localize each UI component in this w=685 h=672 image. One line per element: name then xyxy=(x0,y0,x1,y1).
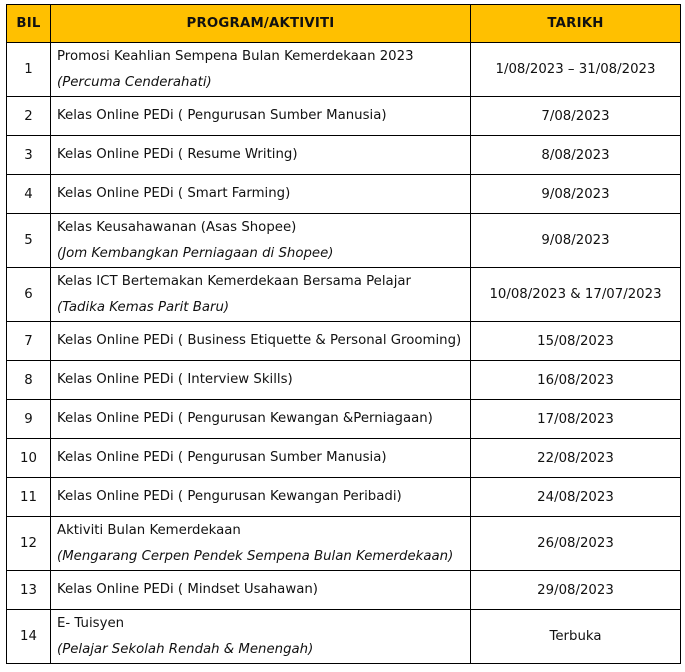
row-number: 2 xyxy=(7,97,51,136)
header-date: TARIKH xyxy=(471,5,681,43)
program-cell xyxy=(51,439,471,478)
program-cell xyxy=(51,268,471,322)
program-note: (Tadika Kemas Parit Baru) xyxy=(57,299,230,315)
program-name: Kelas Online PEDi ( Business Etiquette & Personal Grooming) xyxy=(57,333,462,348)
table-row xyxy=(7,361,681,400)
row-number: 1 xyxy=(7,43,51,97)
program-name: Kelas Online PEDi ( Pengurusan Sumber Manusia) xyxy=(57,108,387,123)
row-number: 5 xyxy=(7,214,51,268)
table-row xyxy=(7,268,681,322)
program-cell xyxy=(51,97,471,136)
row-number: 6 xyxy=(7,268,51,322)
program-name: Kelas Keusahawanan (Asas Shopee) xyxy=(57,219,297,235)
program-cell xyxy=(51,610,471,664)
program-cell xyxy=(51,361,471,400)
table-row xyxy=(7,43,681,97)
row-number: 13 xyxy=(7,571,51,610)
program-name: E- Tuisyen xyxy=(57,615,125,631)
table-row xyxy=(7,322,681,361)
program-cell xyxy=(51,571,471,610)
date-cell: 9/08/2023 xyxy=(471,214,681,268)
program-cell xyxy=(51,175,471,214)
program-note: (Mengarang Cerpen Pendek Sempena Bulan Kemerdekaan) xyxy=(57,548,454,564)
program-table-container xyxy=(6,4,680,664)
date-cell: Terbuka xyxy=(471,610,681,664)
date-cell: 22/08/2023 xyxy=(471,439,681,478)
program-name: Kelas Online PEDi ( Pengurusan Kewangan &Perniagaan) xyxy=(57,411,433,426)
date-cell: 16/08/2023 xyxy=(471,361,681,400)
table-row xyxy=(7,97,681,136)
table-row xyxy=(7,517,681,571)
table-row xyxy=(7,214,681,268)
program-name: Kelas Online PEDi ( Smart Farming) xyxy=(57,186,291,201)
date-cell: 24/08/2023 xyxy=(471,478,681,517)
program-cell xyxy=(51,517,471,571)
date-cell: 1/08/2023 – 31/08/2023 xyxy=(471,43,681,97)
program-table xyxy=(6,4,681,664)
program-name: Aktiviti Bulan Kemerdekaan xyxy=(57,522,241,538)
row-number: 8 xyxy=(7,361,51,400)
program-name: Kelas Online PEDi ( Mindset Usahawan) xyxy=(57,582,318,597)
table-header-row xyxy=(7,5,681,43)
table-row xyxy=(7,571,681,610)
program-cell xyxy=(51,478,471,517)
program-cell xyxy=(51,400,471,439)
date-cell: 26/08/2023 xyxy=(471,517,681,571)
program-name: Kelas Online PEDi ( Pengurusan Sumber Manusia) xyxy=(57,450,387,465)
date-cell: 8/08/2023 xyxy=(471,136,681,175)
header-bil: BIL xyxy=(7,5,51,43)
row-number: 4 xyxy=(7,175,51,214)
date-cell: 10/08/2023 & 17/07/2023 xyxy=(471,268,681,322)
table-row xyxy=(7,478,681,517)
program-cell xyxy=(51,43,471,97)
date-cell: 17/08/2023 xyxy=(471,400,681,439)
table-row xyxy=(7,175,681,214)
program-note: (Pelajar Sekolah Rendah & Menengah) xyxy=(57,641,314,657)
date-cell: 29/08/2023 xyxy=(471,571,681,610)
row-number: 7 xyxy=(7,322,51,361)
row-number: 14 xyxy=(7,610,51,664)
program-name: Kelas Online PEDi ( Interview Skills) xyxy=(57,372,293,387)
table-row xyxy=(7,610,681,664)
row-number: 12 xyxy=(7,517,51,571)
row-number: 10 xyxy=(7,439,51,478)
date-cell: 9/08/2023 xyxy=(471,175,681,214)
row-number: 3 xyxy=(7,136,51,175)
row-number: 11 xyxy=(7,478,51,517)
program-name: Kelas Online PEDi ( Pengurusan Kewangan Peribadi) xyxy=(57,489,402,504)
program-name: Promosi Keahlian Sempena Bulan Kemerdekaan 2023 xyxy=(57,48,414,64)
table-row xyxy=(7,439,681,478)
program-note: (Percuma Cenderahati) xyxy=(57,74,212,90)
table-body xyxy=(7,43,681,664)
program-cell xyxy=(51,322,471,361)
program-name: Kelas ICT Bertemakan Kemerdekaan Bersama Pelajar xyxy=(57,273,412,289)
table-row xyxy=(7,400,681,439)
program-note: (Jom Kembangkan Perniagaan di Shopee) xyxy=(57,245,334,261)
program-cell xyxy=(51,214,471,268)
row-number: 9 xyxy=(7,400,51,439)
date-cell: 7/08/2023 xyxy=(471,97,681,136)
program-name: Kelas Online PEDi ( Resume Writing) xyxy=(57,147,298,162)
date-cell: 15/08/2023 xyxy=(471,322,681,361)
header-program: PROGRAM/AKTIVITI xyxy=(51,5,471,43)
program-cell xyxy=(51,136,471,175)
table-row xyxy=(7,136,681,175)
